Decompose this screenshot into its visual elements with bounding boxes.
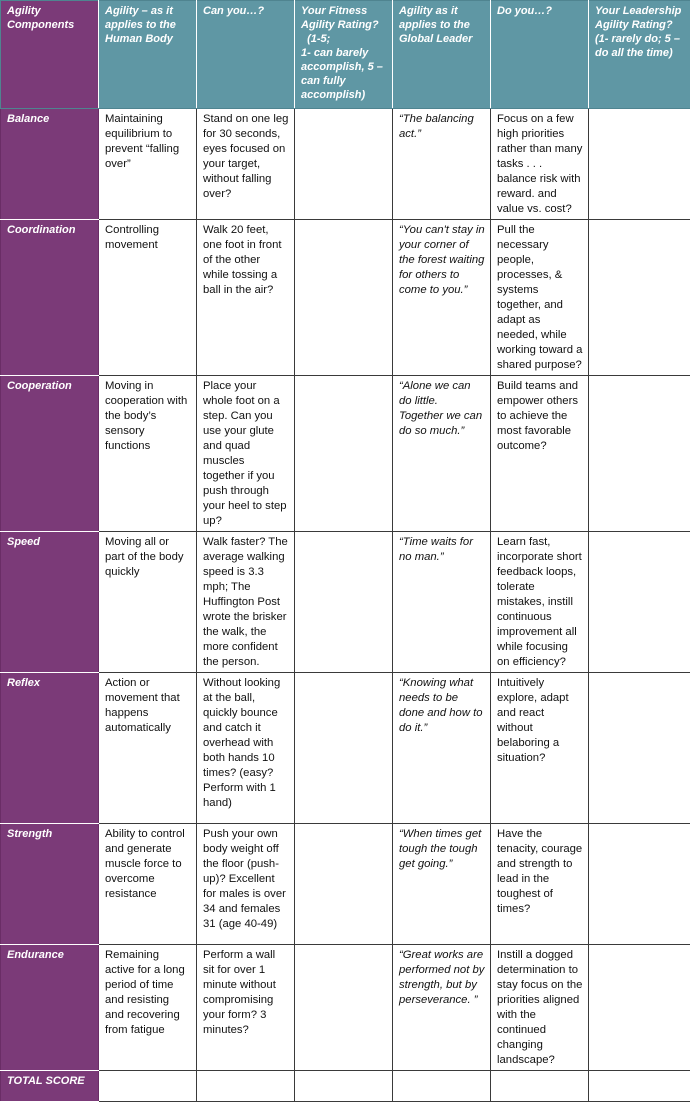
table-row	[1, 220, 690, 376]
component-endurance: Endurance	[1, 945, 99, 1071]
leadership-rating-cell[interactable]	[589, 109, 690, 220]
component-reflex: Reflex	[1, 673, 99, 824]
table-row	[1, 673, 690, 824]
header-can-you: Can you…?	[197, 1, 295, 109]
component-balance: Balance	[1, 109, 99, 220]
leadership-rating-cell[interactable]	[589, 824, 690, 945]
can-you-cell: Push your own body weight off the floor (push-up)? Excellent for males is over 34 and females 31 (age 40-49)	[197, 824, 295, 945]
component-coordination: Coordination	[1, 220, 99, 376]
global-leader-cell: “Alone we can do little. Together we can do so much.”	[393, 376, 491, 532]
do-you-cell: Build teams and empower others to achieve the most favorable outcome?	[491, 376, 589, 532]
table-row	[1, 532, 690, 673]
do-you-cell: Have the tenacity, courage and strength to lead in the toughest of times?	[491, 824, 589, 945]
total-do-you-cell	[491, 1071, 589, 1102]
table-row	[1, 824, 690, 945]
human-body-cell: Moving in cooperation with the body’s sensory functions	[99, 376, 197, 532]
table-row	[1, 109, 690, 220]
human-body-cell: Remaining active for a long period of time and resisting and recovering from fatigue	[99, 945, 197, 1071]
human-body-cell: Action or movement that happens automatically	[99, 673, 197, 824]
human-body-cell: Maintaining equilibrium to prevent “falling over”	[99, 109, 197, 220]
header-global-leader: Agility as it applies to the Global Leader	[393, 1, 491, 109]
global-leader-cell: “Great works are performed not by strength, but by perseverance. ”	[393, 945, 491, 1071]
header-do-you: Do you…?	[491, 1, 589, 109]
total-global-leader-cell	[393, 1071, 491, 1102]
can-you-cell: Place your whole foot on a step. Can you use your glute and quad muscles together if you push through your heel to step up?	[197, 376, 295, 532]
fitness-rating-cell[interactable]	[295, 945, 393, 1071]
leadership-rating-cell[interactable]	[589, 673, 690, 824]
global-leader-cell: “The balancing act.”	[393, 109, 491, 220]
table-row	[1, 376, 690, 532]
fitness-rating-cell[interactable]	[295, 673, 393, 824]
global-leader-cell: “When times get tough the tough get going.”	[393, 824, 491, 945]
header-fitness-rating: Your Fitness Agility Rating? (1-5; 1- can barely accomplish, 5 – can fully accomplish)	[295, 1, 393, 109]
global-leader-cell: “Time waits for no man.”	[393, 532, 491, 673]
total-score-label: TOTAL SCORE	[1, 1071, 99, 1102]
fitness-rating-cell[interactable]	[295, 220, 393, 376]
human-body-cell: Moving all or part of the body quickly	[99, 532, 197, 673]
global-leader-cell: “You can't stay in your corner of the forest waiting for others to come to you.”	[393, 220, 491, 376]
do-you-cell: Pull the necessary people, processes, & systems together, and adapt as needed, while working toward a shared purpose?	[491, 220, 589, 376]
total-score-row	[1, 1071, 690, 1102]
total-fitness-rating-cell[interactable]	[295, 1071, 393, 1102]
global-leader-cell: “Knowing what needs to be done and how to do it.”	[393, 673, 491, 824]
component-strength: Strength	[1, 824, 99, 945]
fitness-rating-cell[interactable]	[295, 532, 393, 673]
header-leadership-rating: Your Leadership Agility Rating? (1- rarely do; 5 – do all the time)	[589, 1, 690, 109]
fitness-rating-cell[interactable]	[295, 824, 393, 945]
header-agility-components: Agility Components	[1, 1, 99, 109]
total-leadership-rating-cell[interactable]	[589, 1071, 690, 1102]
do-you-cell: Intuitively explore, adapt and react without belaboring a situation?	[491, 673, 589, 824]
can-you-cell: Stand on one leg for 30 seconds, eyes focused on your target, without falling over?	[197, 109, 295, 220]
leadership-rating-cell[interactable]	[589, 220, 690, 376]
total-can-you-cell	[197, 1071, 295, 1102]
leadership-rating-cell[interactable]	[589, 532, 690, 673]
do-you-cell: Learn fast, incorporate short feedback loops, tolerate mistakes, instill continuous improvement all while focusing on efficiency?	[491, 532, 589, 673]
fitness-rating-cell[interactable]	[295, 109, 393, 220]
can-you-cell: Walk 20 feet, one foot in front of the other while tossing a ball in the air?	[197, 220, 295, 376]
component-speed: Speed	[1, 532, 99, 673]
component-cooperation: Cooperation	[1, 376, 99, 532]
do-you-cell: Instill a dogged determination to stay focus on the priorities aligned with the continued changing landscape?	[491, 945, 589, 1071]
can-you-cell: Perform a wall sit for over 1 minute without compromising your form? 3 minutes?	[197, 945, 295, 1071]
header-row	[1, 1, 690, 109]
can-you-cell: Without looking at the ball, quickly bounce and catch it overhead with both hands 10 times? (easy? Perform with 1 hand)	[197, 673, 295, 824]
do-you-cell: Focus on a few high priorities rather than many tasks . . . balance risk with reward. and value vs. cost?	[491, 109, 589, 220]
total-human-body-cell	[99, 1071, 197, 1102]
human-body-cell: Controlling movement	[99, 220, 197, 376]
leadership-rating-cell[interactable]	[589, 945, 690, 1071]
fitness-rating-cell[interactable]	[295, 376, 393, 532]
leadership-rating-cell[interactable]	[589, 376, 690, 532]
can-you-cell: Walk faster? The average walking speed is 3.3 mph; The Huffington Post wrote the brisker the walk, the more confident the person.	[197, 532, 295, 673]
table-row	[1, 945, 690, 1071]
header-human-body: Agility – as it applies to the Human Body	[99, 1, 197, 109]
human-body-cell: Ability to control and generate muscle force to overcome resistance	[99, 824, 197, 945]
